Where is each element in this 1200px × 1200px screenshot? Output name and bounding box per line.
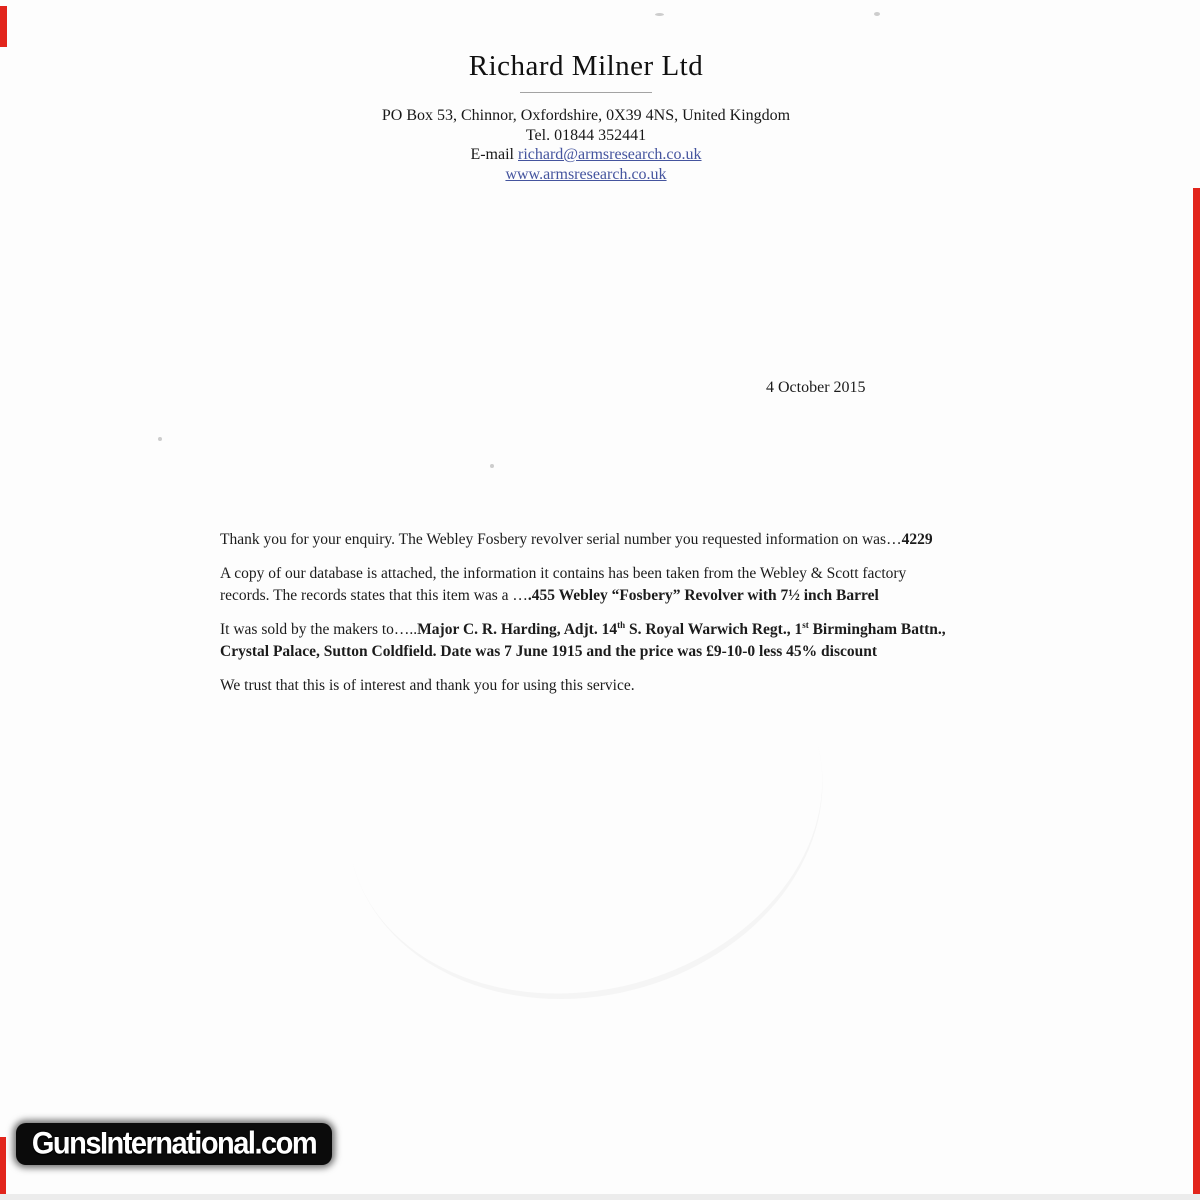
paragraph-segment: th	[617, 619, 626, 630]
guns-international-watermark	[16, 1123, 332, 1165]
email-link: richard@armsresearch.co.uk	[518, 146, 702, 163]
scan-speck	[874, 12, 880, 16]
paragraph-segment: It was sold by the makers to…..	[220, 620, 418, 638]
paragraph-segment: 4229	[901, 531, 933, 548]
paragraph-segment: st	[802, 619, 809, 630]
scan-red-edge-left-top	[0, 6, 7, 47]
website-link: www.armsresearch.co.uk	[505, 165, 667, 183]
letterhead-telephone: Tel. 01844 352441	[525, 126, 647, 144]
paragraph-segment: Major C. R. Harding, Adjt. 14	[417, 620, 618, 638]
scan-speck	[490, 464, 494, 468]
paragraph-segment: Thank you for your enquiry. The Webley Fosbery revolver serial number you requested information on was…	[220, 531, 902, 548]
paragraph-segment: Birmingham Battn., Crystal Palace, Sutton Coldfield. Date was 7 June 1915 and the price was £9-10-0 less 45% discount	[220, 620, 946, 660]
scan-red-edge-left-bottom	[0, 1137, 6, 1200]
letterhead-email-line	[0, 145, 1172, 165]
letterhead-divider	[520, 92, 652, 93]
letter-date: 4 October 2015	[766, 379, 866, 396]
letterhead-website-line	[0, 165, 1172, 185]
scan-bottom-edge	[0, 1194, 1200, 1200]
paragraph-segment: We trust that this is of interest and thank you for using this service.	[220, 676, 635, 694]
paragraph-segment: .455 Webley “Fosbery” Revolver with 7½ inch Barrel	[527, 587, 879, 604]
scan-red-edge-right	[1193, 188, 1200, 1200]
scan-speck	[655, 13, 664, 16]
letter-paragraph	[220, 529, 954, 552]
scan-speck	[158, 437, 162, 441]
paragraph-segment: A copy of our database is attached, the information it contains has been taken from the Webley & Scott factory records. The records states that this item was a …	[220, 564, 907, 604]
letterhead	[0, 50, 1172, 184]
letterhead-address: PO Box 53, Chinnor, Oxfordshire, 0X39 4NS, United Kingdom	[381, 107, 791, 124]
email-label: E-mail	[470, 146, 518, 163]
paragraph-segment: S. Royal Warwich Regt., 1	[625, 620, 803, 638]
letter-paragraph	[220, 563, 954, 608]
company-name: Richard Milner Ltd	[468, 50, 704, 82]
watermark-label: GunsInternational.com	[31, 1126, 317, 1161]
